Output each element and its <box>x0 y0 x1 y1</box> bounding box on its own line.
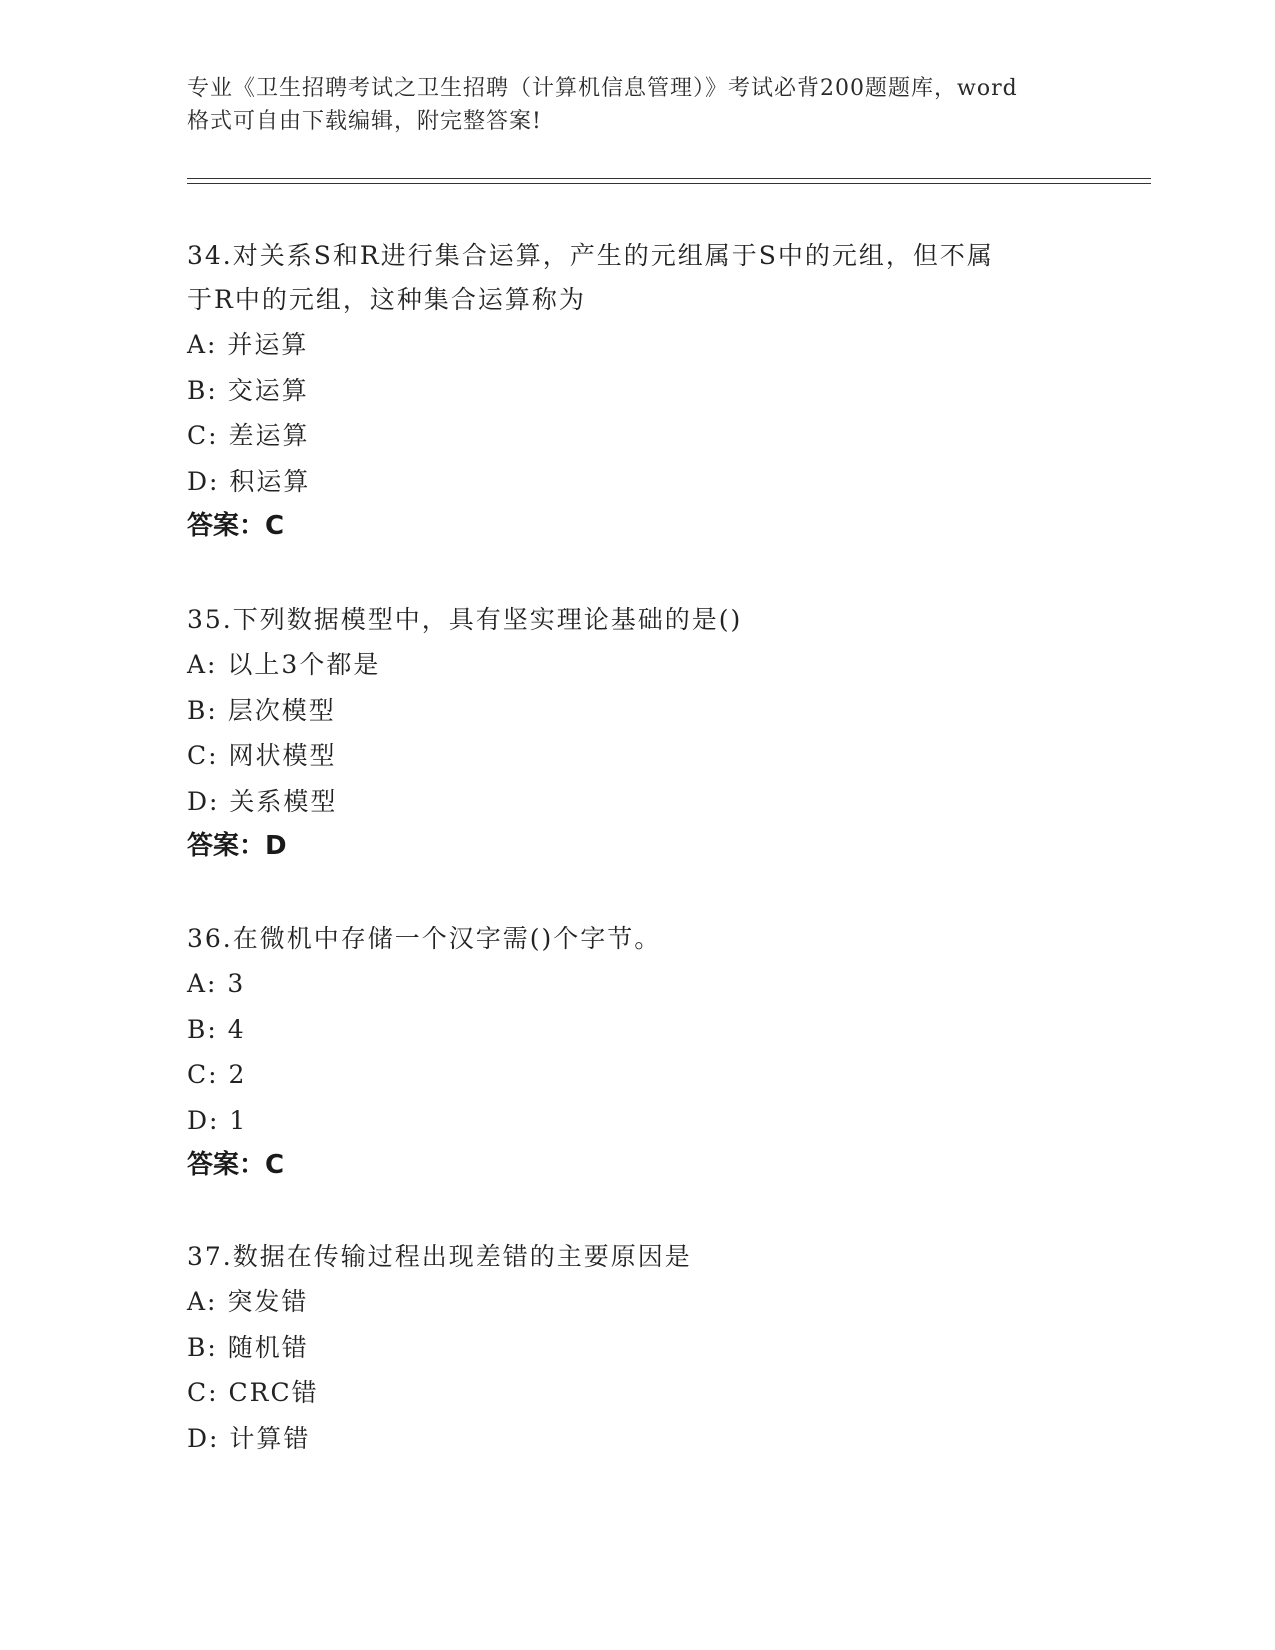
question-stem: 36.在微机中存储一个汉字需()个字节。 <box>187 924 662 953</box>
header-title-line-2: 格式可自由下载编辑，附完整答案! <box>187 109 542 134</box>
option-a: A: 3 <box>187 969 246 998</box>
question-36 <box>187 917 1087 1188</box>
answer: 答案：C <box>187 1150 285 1180</box>
header-divider-bottom <box>187 183 1151 184</box>
option-b: B: 交运算 <box>187 375 309 405</box>
question-stem: 34.对关系S和R进行集合运算，产生的元组属于S中的元组，但不属 <box>187 241 994 270</box>
option-d: D: 积运算 <box>187 466 311 496</box>
question-34 <box>187 234 1087 549</box>
option-c: C: CRC错 <box>187 1378 319 1407</box>
option-c: C: 差运算 <box>187 421 310 450</box>
option-b: B: 层次模型 <box>187 695 336 725</box>
option-a: A: 以上3个都是 <box>187 650 381 679</box>
answer: 答案：D <box>187 831 287 861</box>
option-c: C: 2 <box>187 1060 247 1089</box>
option-b: B: 随机错 <box>187 1332 309 1362</box>
document-header <box>187 72 1087 138</box>
answer: 答案：C <box>187 511 285 541</box>
option-c: C: 网状模型 <box>187 741 337 770</box>
option-d: D: 关系模型 <box>187 786 338 816</box>
question-37 <box>187 1235 1087 1461</box>
question-stem: 37.数据在传输过程出现差错的主要原因是 <box>187 1242 692 1271</box>
option-d: D: 1 <box>187 1105 248 1135</box>
option-b: B: 4 <box>187 1014 246 1044</box>
option-a: A: 突发错 <box>187 1287 309 1316</box>
option-a: A: 并运算 <box>187 330 309 359</box>
question-stem: 35.下列数据模型中，具有坚实理论基础的是() <box>187 605 743 634</box>
header-divider-top <box>187 178 1151 179</box>
question-35 <box>187 598 1087 869</box>
question-stem-continued: 于R中的元组，这种集合运算称为 <box>187 285 586 314</box>
option-d: D: 计算错 <box>187 1423 311 1453</box>
header-title-line-1: 专业《卫生招聘考试之卫生招聘（计算机信息管理）》考试必背200题题库，word <box>187 76 1018 101</box>
